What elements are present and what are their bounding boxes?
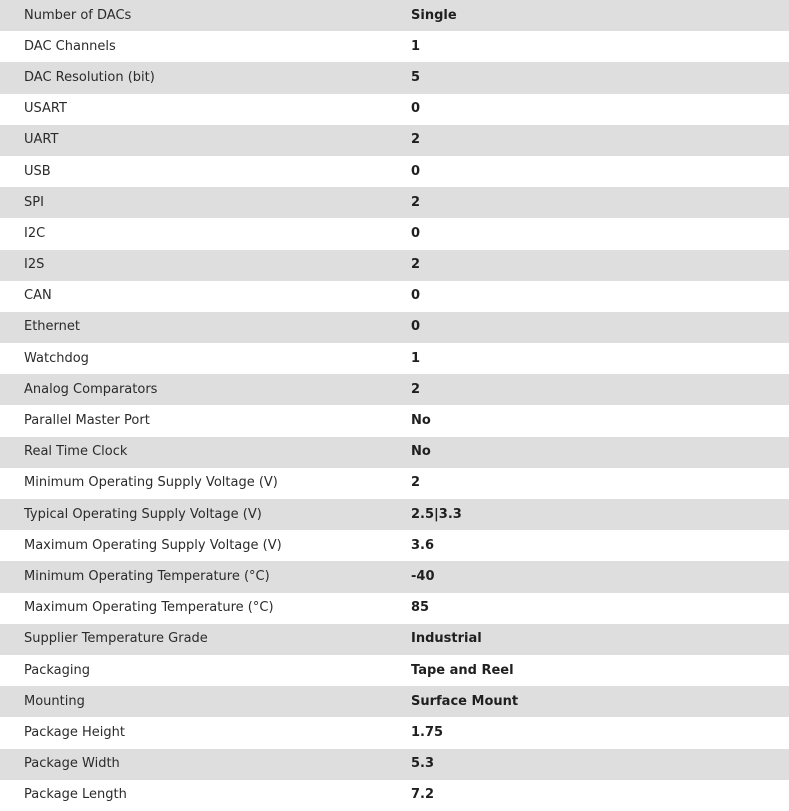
spec-value: 2 xyxy=(387,374,789,405)
spec-value: 2 xyxy=(387,187,789,218)
spec-value: 2 xyxy=(387,250,789,281)
spec-row-dac-resolution xyxy=(0,62,789,93)
spec-label: Watchdog xyxy=(0,343,387,374)
spec-label: Maximum Operating Temperature (°C) xyxy=(0,593,387,624)
spec-value: 0 xyxy=(387,218,789,249)
spec-row-package-length xyxy=(0,780,789,811)
spec-row-package-width xyxy=(0,749,789,780)
spec-value: 0 xyxy=(387,94,789,125)
spec-value: 5 xyxy=(387,62,789,93)
spec-label: UART xyxy=(0,125,387,156)
spec-value: 0 xyxy=(387,312,789,343)
spec-label: USART xyxy=(0,94,387,125)
spec-label: Typical Operating Supply Voltage (V) xyxy=(0,499,387,530)
spec-row-min-supply-voltage xyxy=(0,468,789,499)
spec-value: 7.2 xyxy=(387,780,789,811)
spec-row-max-supply-voltage xyxy=(0,530,789,561)
spec-label: Ethernet xyxy=(0,312,387,343)
spec-label: USB xyxy=(0,156,387,187)
spec-row-number-of-dacs xyxy=(0,0,789,31)
spec-row-supplier-temp-grade xyxy=(0,624,789,655)
spec-row-watchdog xyxy=(0,343,789,374)
spec-row-max-operating-temp xyxy=(0,593,789,624)
spec-value: Tape and Reel xyxy=(387,655,789,686)
spec-label: CAN xyxy=(0,281,387,312)
spec-label: I2C xyxy=(0,218,387,249)
spec-value: 0 xyxy=(387,156,789,187)
spec-value: 3.6 xyxy=(387,530,789,561)
spec-label: Analog Comparators xyxy=(0,374,387,405)
spec-value: Industrial xyxy=(387,624,789,655)
spec-value: 0 xyxy=(387,281,789,312)
spec-row-analog-comparators xyxy=(0,374,789,405)
spec-label: DAC Channels xyxy=(0,31,387,62)
spec-label: Number of DACs xyxy=(0,0,387,31)
spec-row-ethernet xyxy=(0,312,789,343)
spec-row-usart xyxy=(0,94,789,125)
spec-value: Surface Mount xyxy=(387,686,789,717)
spec-value: 2.5|3.3 xyxy=(387,499,789,530)
spec-value: 2 xyxy=(387,468,789,499)
spec-label: Minimum Operating Temperature (°C) xyxy=(0,561,387,592)
spec-value: -40 xyxy=(387,561,789,592)
spec-label: DAC Resolution (bit) xyxy=(0,62,387,93)
spec-row-typ-supply-voltage xyxy=(0,499,789,530)
spec-row-i2c xyxy=(0,218,789,249)
spec-value: 1 xyxy=(387,343,789,374)
spec-row-package-height xyxy=(0,717,789,748)
spec-row-i2s xyxy=(0,250,789,281)
spec-row-usb xyxy=(0,156,789,187)
spec-value: 85 xyxy=(387,593,789,624)
spec-label: SPI xyxy=(0,187,387,218)
spec-value: 2 xyxy=(387,125,789,156)
spec-label: Mounting xyxy=(0,686,387,717)
spec-value: Single xyxy=(387,0,789,31)
spec-row-parallel-master-port xyxy=(0,405,789,436)
spec-row-spi xyxy=(0,187,789,218)
spec-value: 5.3 xyxy=(387,749,789,780)
spec-value: No xyxy=(387,405,789,436)
spec-label: Package Height xyxy=(0,717,387,748)
spec-label: Minimum Operating Supply Voltage (V) xyxy=(0,468,387,499)
spec-row-min-operating-temp xyxy=(0,561,789,592)
spec-value: 1 xyxy=(387,31,789,62)
spec-row-can xyxy=(0,281,789,312)
spec-label: Supplier Temperature Grade xyxy=(0,624,387,655)
spec-value: 1.75 xyxy=(387,717,789,748)
spec-label: Parallel Master Port xyxy=(0,405,387,436)
spec-label: Package Width xyxy=(0,749,387,780)
spec-row-dac-channels xyxy=(0,31,789,62)
spec-label: I2S xyxy=(0,250,387,281)
spec-label: Maximum Operating Supply Voltage (V) xyxy=(0,530,387,561)
spec-label: Real Time Clock xyxy=(0,437,387,468)
spec-label: Package Length xyxy=(0,780,387,811)
spec-row-uart xyxy=(0,125,789,156)
spec-row-packaging xyxy=(0,655,789,686)
spec-label: Packaging xyxy=(0,655,387,686)
spec-value: No xyxy=(387,437,789,468)
spec-row-mounting xyxy=(0,686,789,717)
spec-row-real-time-clock xyxy=(0,437,789,468)
